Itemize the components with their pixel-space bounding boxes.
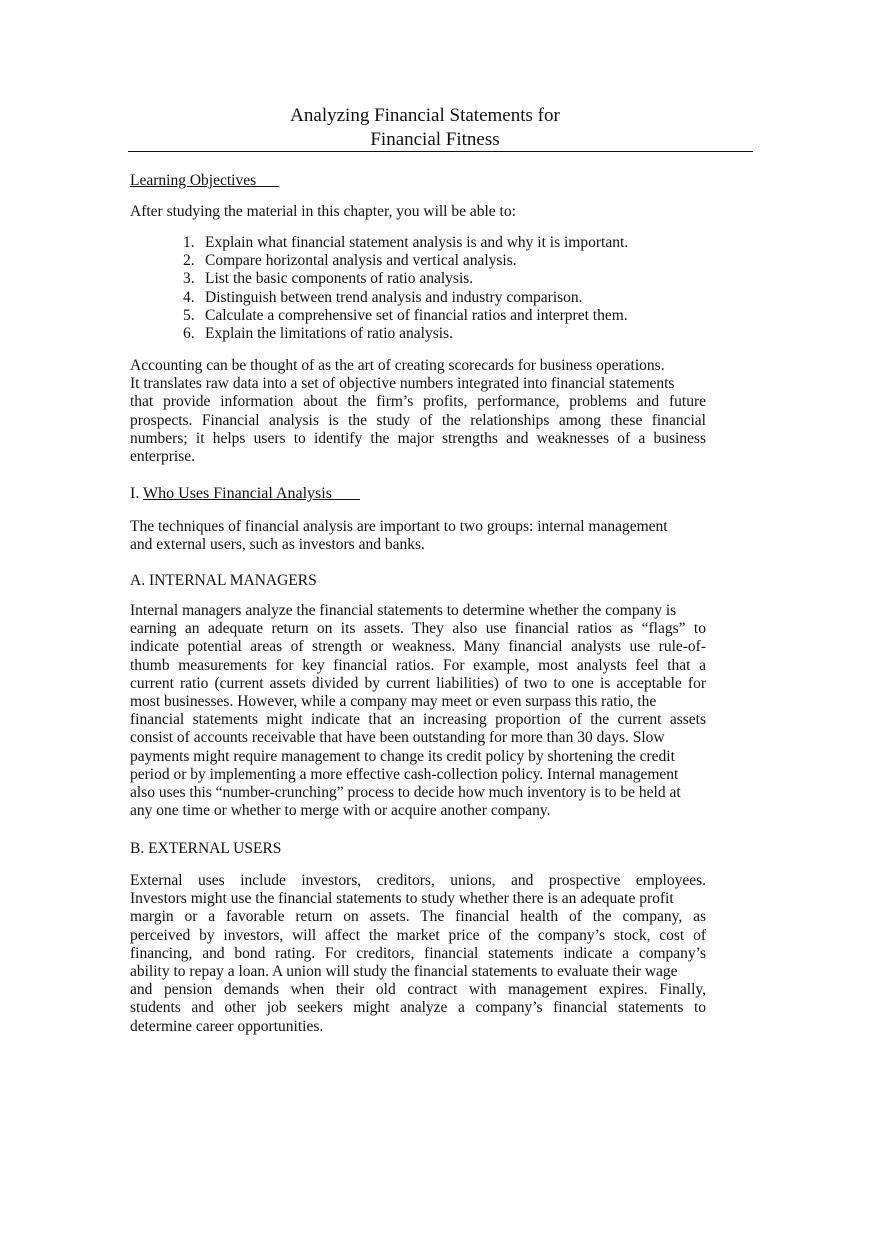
section-title: Who Uses Financial Analysis: [143, 485, 332, 502]
learning-objectives-heading: [130, 172, 279, 190]
text-line: margin or a favorable return on assets. The financial health of the company, as: [130, 908, 706, 926]
text-line: enterprise.: [130, 447, 195, 465]
text-line: period or by implementing a more effective cash-collection policy. Internal management: [130, 765, 679, 783]
objectives-list: [183, 234, 628, 343]
text-line: current ratio (current assets divided by current liabilities) of two to one is acceptable for: [130, 674, 706, 692]
objectives-intro: After studying the material in this chapter, you will be able to:: [130, 203, 516, 220]
section-1-paragraph: [130, 518, 706, 554]
objective-item: [183, 270, 628, 288]
section-b-paragraph: [130, 872, 706, 1036]
section-number: I.: [130, 485, 144, 502]
objective-number: 3.: [183, 270, 195, 288]
text-line: prospects. Financial analysis is the study of the relationships among these financial: [130, 411, 706, 429]
text-line: Investors might use the financial statements to study whether there is an adequate profit: [130, 890, 674, 908]
text-line: determine career opportunities.: [130, 1017, 324, 1035]
document-title-line-2: Financial Fitness: [370, 129, 500, 150]
objective-item: [183, 325, 628, 343]
text-line: consist of accounts receivable that have been outstanding for more than 30 days. Slow: [130, 729, 665, 747]
heading-underline: [332, 485, 360, 502]
objective-item: [183, 234, 628, 252]
objective-text: Compare horizontal analysis and vertical analysis.: [205, 252, 517, 270]
section-a-heading: A. INTERNAL MANAGERS: [130, 572, 317, 589]
text-line: payments might require management to change its credit policy by shortening the credit: [130, 747, 675, 765]
text-line: ability to repay a loan. A union will study the financial statements to evaluate their wage: [130, 962, 678, 980]
objective-number: 1.: [183, 234, 195, 251]
text-line: also uses this “number-crunching” process to decide how much inventory is to be held at: [130, 783, 681, 801]
text-line: and pension demands when their old contract with management expires. Finally,: [130, 981, 706, 999]
text-line: earning an adequate return on its assets. They also use financial ratios as “flags” to: [130, 620, 706, 638]
objective-text: Distinguish between trend analysis and industry comparison.: [205, 288, 583, 306]
text-line: External uses include investors, creditors, unions, and prospective employees.: [130, 872, 706, 889]
text-line: Internal managers analyze the financial statements to determine whether the company is: [130, 602, 677, 619]
text-line: Accounting can be thought of as the art of creating scorecards for business operations.: [130, 357, 665, 374]
objective-item: [183, 307, 628, 325]
heading-text: Learning Objectives: [130, 172, 257, 189]
text-line: perceived by investors, will affect the market price of the company’s stock, cost of: [130, 926, 706, 944]
section-b-heading: B. EXTERNAL USERS: [130, 840, 282, 857]
objective-text: Explain what financial statement analysis is and why it is important.: [205, 234, 629, 251]
objective-item: [183, 252, 628, 270]
text-line: It translates raw data into a set of objective numbers integrated into financial statements: [130, 375, 675, 393]
text-line: most businesses. However, while a company may meet or even surpass this ratio, the: [130, 692, 657, 710]
text-line: financial statements might indicate that an increasing proportion of the current assets: [130, 711, 706, 729]
objective-number: 2.: [183, 252, 195, 270]
section-1-heading: [130, 485, 360, 503]
objective-number: 4.: [183, 288, 195, 306]
intro-paragraph: [130, 357, 706, 466]
text-line: any one time or whether to merge with or acquire another company.: [130, 802, 551, 820]
text-line: The techniques of financial analysis are important to two groups: internal management: [130, 518, 668, 535]
text-line: numbers; it helps users to identify the major strengths and weaknesses of a business: [130, 429, 706, 447]
text-line: financing, and bond rating. For creditors, financial statements indicate a company’s: [130, 944, 706, 962]
objective-number: 6.: [183, 324, 195, 342]
text-line: and external users, such as investors and banks.: [130, 536, 425, 554]
objective-item: [183, 289, 628, 307]
heading-underline: [256, 172, 279, 189]
objective-text: List the basic components of ratio analysis.: [205, 270, 474, 288]
text-line: thumb measurements for key financial ratios. For example, most analysts feel that a: [130, 656, 706, 674]
objective-text: Explain the limitations of ratio analysis.: [205, 324, 453, 342]
document-title-line-1: Analyzing Financial Statements for: [290, 105, 560, 126]
objective-number: 5.: [183, 306, 195, 324]
text-line: students and other job seekers might analyze a company’s financial statements to: [130, 999, 706, 1017]
section-a-paragraph: [130, 602, 706, 820]
text-line: indicate potential areas of strength or weakness. Many financial analysts use rule-of-: [130, 638, 706, 656]
objective-text: Calculate a comprehensive set of financial ratios and interpret them.: [205, 306, 628, 324]
title-divider: [128, 151, 753, 152]
text-line: that provide information about the firm’s profits, performance, problems and future: [130, 393, 706, 411]
